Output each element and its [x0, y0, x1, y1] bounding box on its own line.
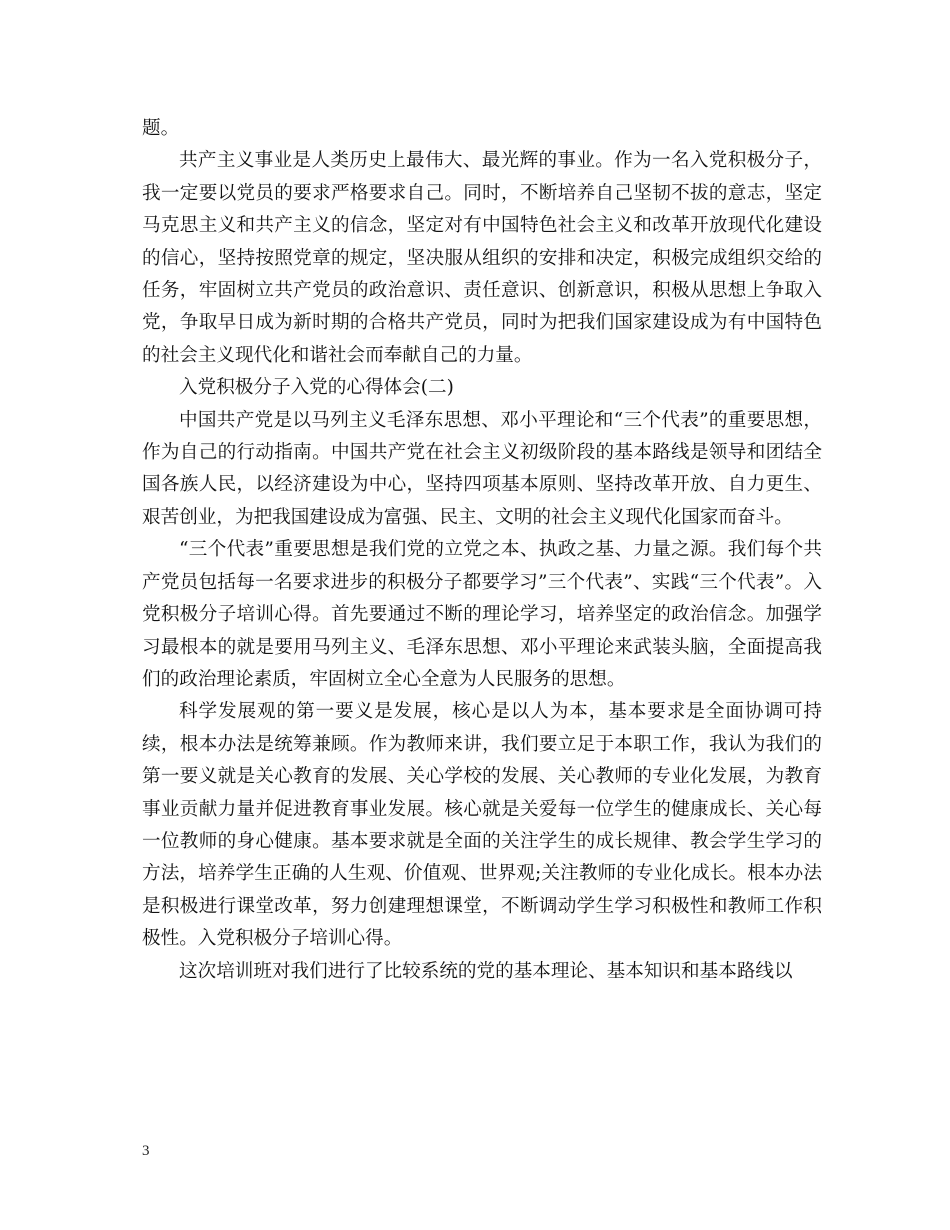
paragraph-5: 科学发展观的第一要义是发展，核心是以人为本，基本要求是全面协调可持续，根本办法是统筹兼顾。作为教师来讲，我们要立足于本职工作，我认为我们的第一要义就是关心教育的发展、关心学校的发展、关心教师的专业化发展，为教育事业贡献力量并促进教育事业发展。核心就是关爱每一位学生的健康成长、关心每一位教师的身心健康。基本要求就是全面的关注学生的成长规律、教会学生学习的方法，培养学生正确的人生观、价值观、世界观;关注教师的专业化成长。根本办法是积极进行课堂改革，努力创建理想课堂，不断调动学生学习积极性和教师工作积极性。入党积极分子培训心得。 — [142, 701, 822, 950]
page-number: 3 — [142, 1143, 150, 1159]
paragraph-4: “三个代表”重要思想是我们党的立党之本、执政之基、力量之源。我们每个共产党员包括每一名要求进步的积极分子都要学习”三个代表”、实践“三个代表”。入党积极分子培训心得。首先要通过不断的理论学习，培养坚定的政治信念。加强学习最根本的就是要用马列主义、毛泽东思想、邓小平理论来武装头脑，全面提高我们的政治理论素质，牢固树立全心全意为人民服务的思想。 — [142, 539, 822, 690]
document-body — [142, 113, 822, 988]
paragraph-3: 中国共产党是以马列主义毛泽东思想、邓小平理论和“三个代表”的重要思想，作为自己的行动指南。中国共产党在社会主义初级阶段的基本路线是领导和团结全国各族人民，以经济建设为中心，坚持四项基本原则、坚持改革开放、自力更生、艰苦创业，为把我国建设成为富强、民主、文明的社会主义现代化国家而奋斗。 — [142, 409, 822, 528]
section-heading: 入党积极分子入党的心得体会(二) — [179, 377, 454, 399]
paragraph-2: 共产主义事业是人类历史上最伟大、最光辉的事业。作为一名入党积极分子，我一定要以党员的要求严格要求自己。同时，不断培养自己坚韧不拔的意志，坚定马克思主义和共产主义的信念，坚定对有中国特色社会主义和改革开放现代化建设的信心，坚持按照党章的规定，坚决服从组织的安排和决定，积极完成组织交给的任务，牢固树立共产党员的政治意识、责任意识、创新意识，积极从思想上争取入党，争取早日成为新时期的合格共产党员，同时为把我们国家建设成为有中国特色的社会主义现代化和谐社会而奉献自己的力量。 — [142, 150, 822, 366]
paragraph-1: 题。 — [142, 118, 180, 139]
paragraph-6: 这次培训班对我们进行了比较系统的党的基本理论、基本知识和基本路线以 — [179, 960, 793, 982]
